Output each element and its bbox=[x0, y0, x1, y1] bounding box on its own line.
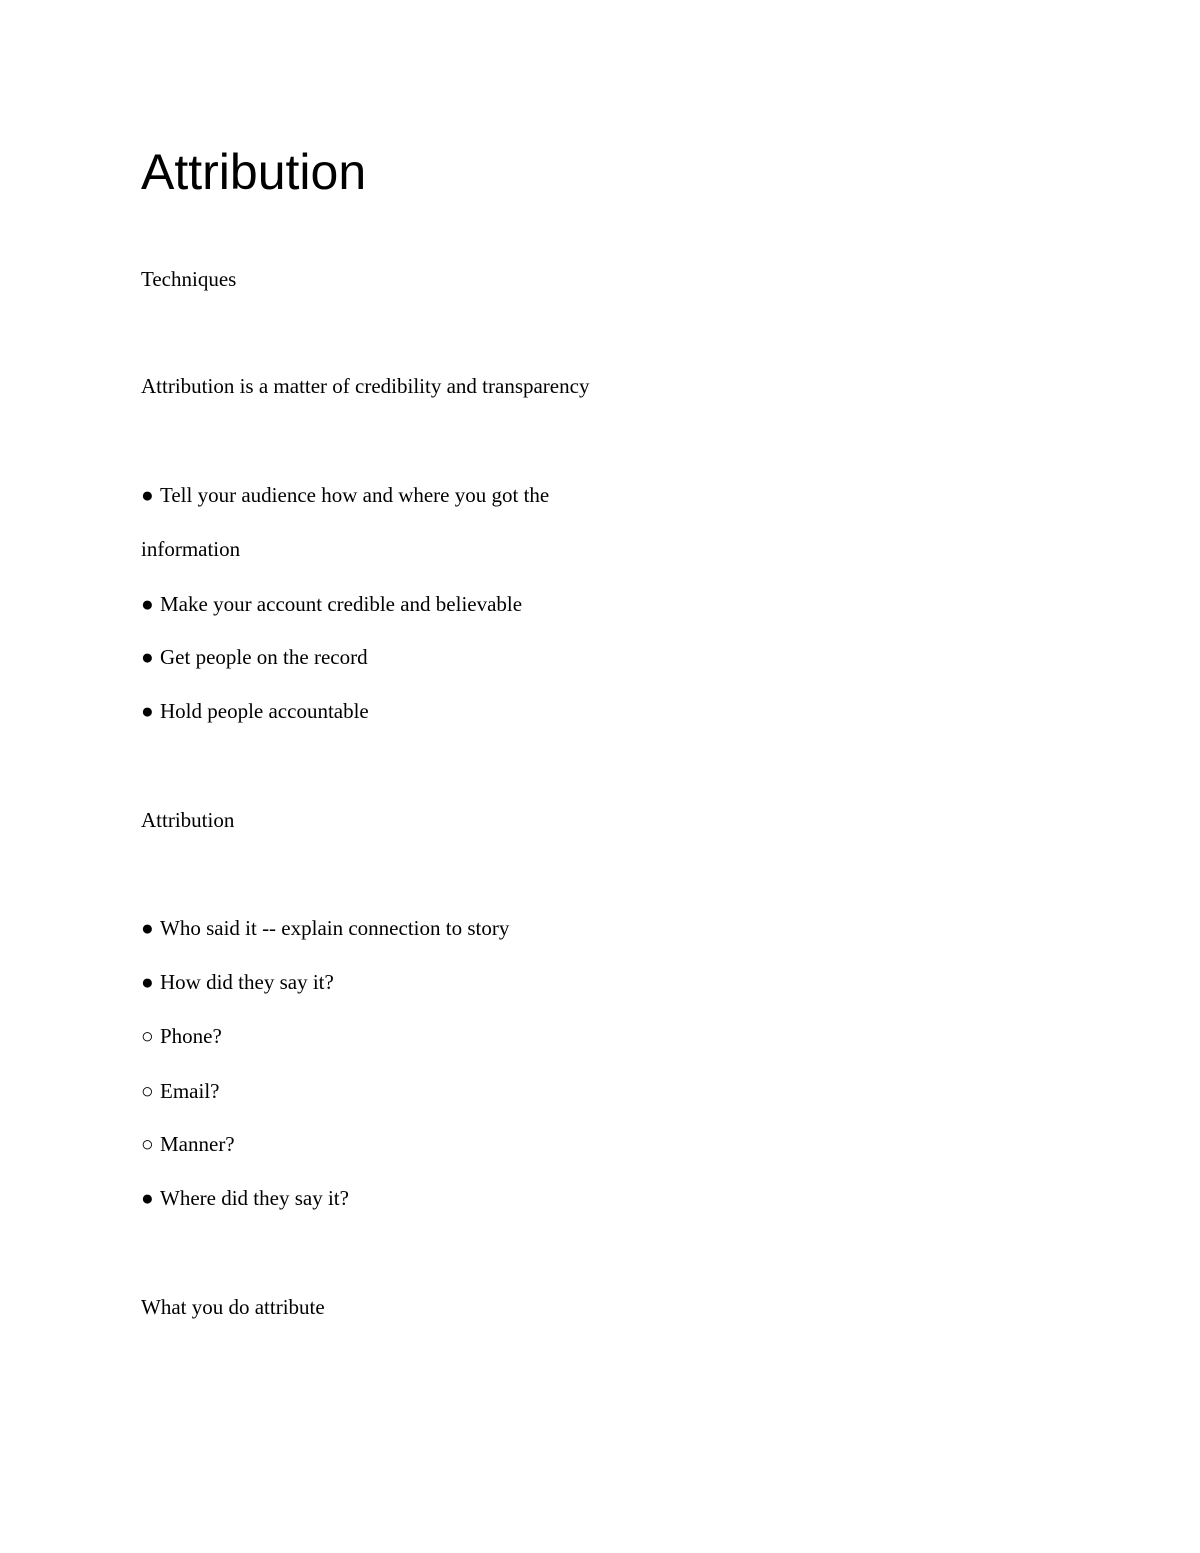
list-item-text: information bbox=[141, 537, 241, 561]
list-item-text: Where did they say it? bbox=[160, 1186, 349, 1210]
list-item-text: Manner? bbox=[160, 1132, 235, 1156]
list-item-continuation bbox=[141, 535, 240, 563]
bullet-icon: ● bbox=[141, 970, 154, 994]
list-item bbox=[141, 1077, 219, 1105]
circle-bullet-icon: ○ bbox=[141, 1079, 154, 1103]
list-item bbox=[141, 590, 522, 618]
list-item-text: Phone? bbox=[160, 1024, 222, 1048]
list-item bbox=[141, 643, 368, 671]
list-item-text: Tell your audience how and where you got the bbox=[160, 483, 550, 507]
list-item bbox=[141, 1022, 222, 1050]
list-item bbox=[141, 481, 549, 509]
intro-paragraph: Attribution is a matter of credibility and transparency bbox=[141, 374, 590, 398]
bullet-icon: ● bbox=[141, 699, 154, 723]
list-item-text: Make your account credible and believable bbox=[160, 592, 523, 616]
list-item-text: How did they say it? bbox=[160, 970, 334, 994]
section-heading-what-you-do-attribute: What you do attribute bbox=[141, 1295, 325, 1319]
circle-bullet-icon: ○ bbox=[141, 1132, 154, 1156]
list-item-text: Get people on the record bbox=[160, 645, 368, 669]
list-item bbox=[141, 1130, 235, 1158]
list-item-text: Hold people accountable bbox=[160, 699, 369, 723]
bullet-icon: ● bbox=[141, 916, 154, 940]
bullet-icon: ● bbox=[141, 645, 154, 669]
bullet-icon: ● bbox=[141, 483, 154, 507]
section-heading-attribution: Attribution bbox=[141, 808, 235, 832]
list-item bbox=[141, 968, 334, 996]
section-heading-techniques: Techniques bbox=[141, 267, 237, 291]
list-item-text: Who said it -- explain connection to story bbox=[160, 916, 510, 940]
list-item bbox=[141, 914, 509, 942]
bullet-icon: ● bbox=[141, 592, 154, 616]
bullet-icon: ● bbox=[141, 1186, 154, 1210]
list-item bbox=[141, 697, 369, 725]
document-title: Attribution bbox=[141, 144, 367, 200]
list-item-text: Email? bbox=[160, 1079, 220, 1103]
circle-bullet-icon: ○ bbox=[141, 1024, 154, 1048]
list-item bbox=[141, 1184, 349, 1212]
